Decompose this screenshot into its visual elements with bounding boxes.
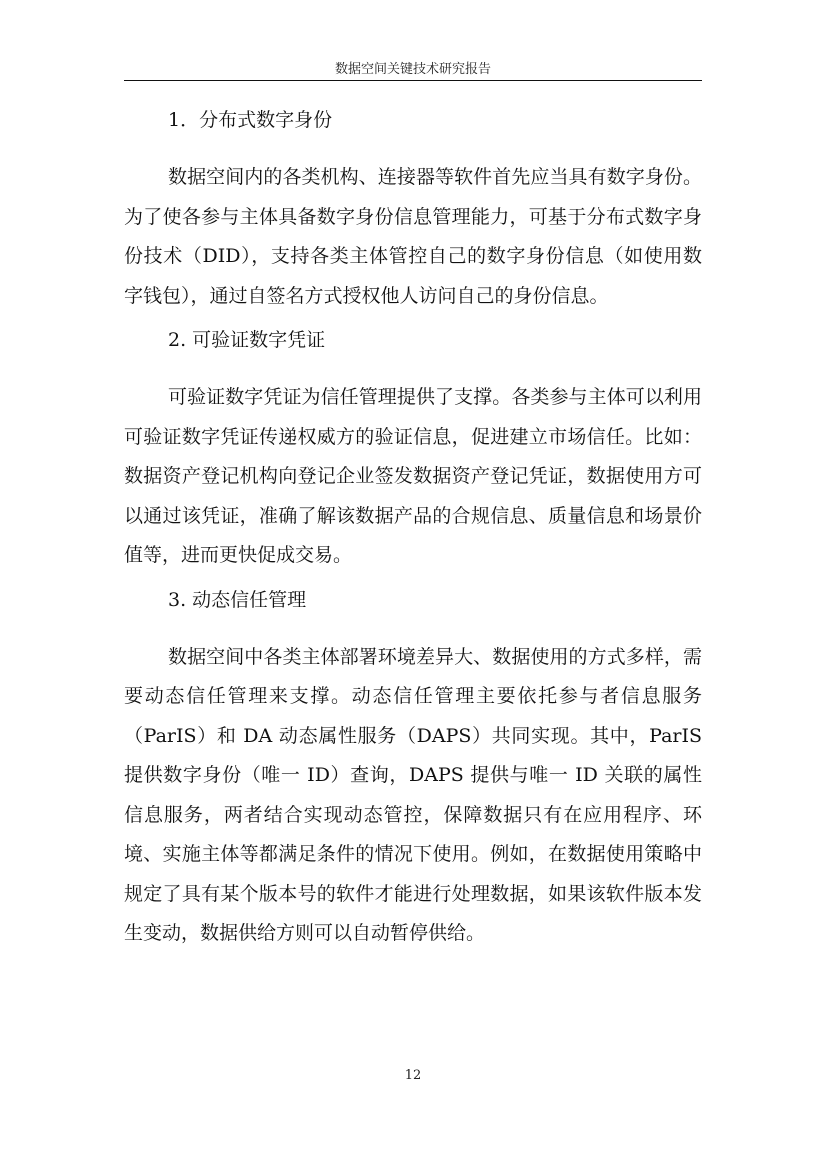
page-number: 12 [404, 1068, 422, 1083]
section-heading-distributed-identity: 1．分布式数字身份 [168, 109, 333, 131]
section-heading-verifiable-credentials: 2. 可验证数字凭证 [168, 329, 326, 351]
section-heading-dynamic-trust: 3. 动态信任管理 [168, 588, 307, 611]
section-paragraph-dynamic-trust: 数据空间中各类主体部署环境差异大、数据使用的方式多样，需要动态信任管理来支撑。动态信任管理主要依托参与者信息服务（ParIS）和 DA 动态属性服务（DAPS）共同实现。其中，ParIS 提供数字身份（唯一 ID）查询，DAPS 提供与唯一 ID 关联的属性信息服务，两者结合实现动态管控，保障数据只有在应用程序、环境、实施主体等都满足条件的情况下使用。例如，在数据使用策略中规定了具有某个版本号的软件才能进行处理数据，如果该软件版本发生变动，数据供给方则可以自动暂停供给。 [124, 645, 702, 944]
section-paragraph-verifiable-credentials: 可验证数字凭证为信任管理提供了支撑。各类参与主体可以利用可验证数字凭证传递权威方的验证信息，促进建立市场信任。比如：数据资产登记机构向登记企业签发数据资产登记凭证，数据使用方可以通过该凭证，准确了解该数据产品的合规信息、质量信息和场景价值等，进而更快促成交易。 [124, 386, 702, 566]
running-header: 数据空间关键技术研究报告 [334, 62, 491, 77]
page-body [124, 104, 702, 954]
header-rule [124, 80, 702, 81]
section-paragraph-distributed-identity: 数据空间内的各类机构、连接器等软件首先应当具有数字身份。为了使各参与主体具备数字身份信息管理能力，可基于分布式数字身份技术（DID），支持各类主体管控自己的数字身份信息（如使用数字钱包），通过自签名方式授权他人访问自己的身份信息。 [124, 166, 702, 307]
